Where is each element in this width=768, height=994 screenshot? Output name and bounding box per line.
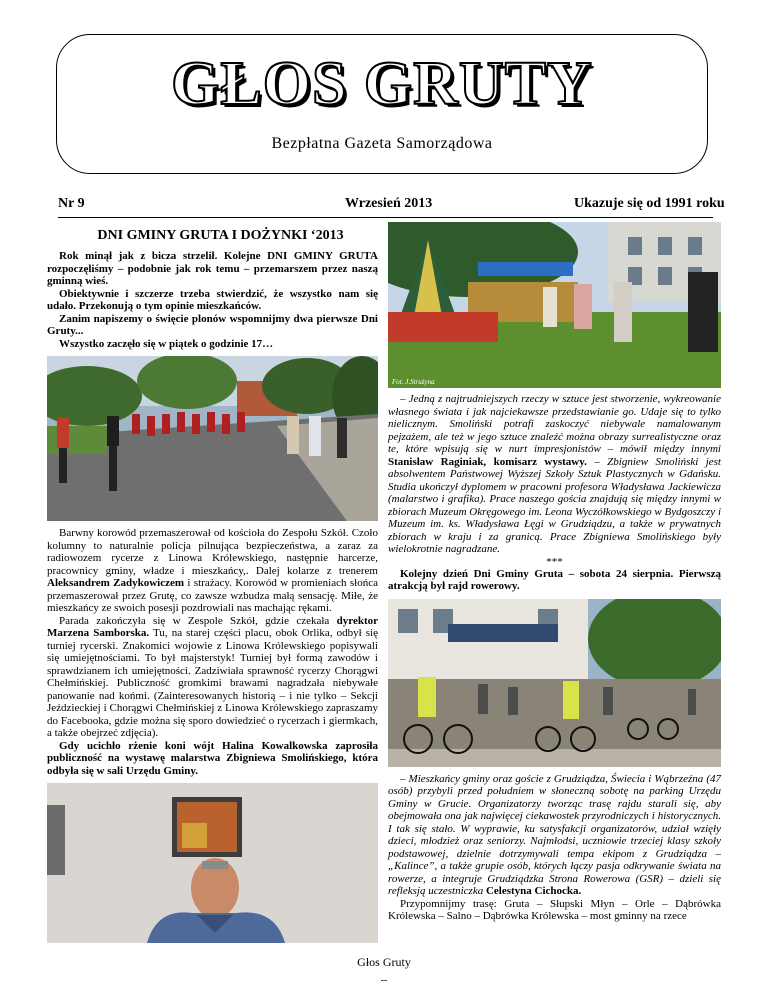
body-paragraph: – Jedną z najtrudniejszych rzeczy w sztuce jest stworzenie, wykreowanie własnego świata i jak najciekawsze przedstawianie go. Udaje się to tylko nielicznym. Smoliński potrafi zaskoczyć niebywale namalowanym pejzażem, ale też w jego sztuce znaleźć można obrazy surrealistyczne oraz te, które wpisują się w nurt impresjonistów – mówił między innymi Stanisław Raginiak, komisarz wystawy. – Zbigniew Smoliński jest absolwentem Państwowej Wyższej Szkoły Sztuk Plastycznych w Gdańsku. Studia ukończył dyplomem w pracowni profesora Władysława Jackiewicza (malarstwo i grafika). Prace naszego gościa znajdują się między innymi w zbiorach Muzeum Okręgowego im. Leona Wyczółkowskiego w Bydgoszczy i Muzeum im. ks. Władysława Łęgi w Grudziądzu, a także w prywatnych zbiorach w kraju i za granicą. Prace Zbigniewa Smolińskiego były wielokrotnie nagradzane. — [388, 393, 721, 555]
footer-label: Głos Gruty — [357, 955, 411, 969]
masthead — [56, 34, 708, 174]
body-paragraph: Gdy ucichło rżenie koni wójt Halina Kowalkowska zaprosiła publiczność na wystawę malarstwa Zbigniewa Smolińskiego, która odbyła się w sali Urzędu Gminy. — [47, 739, 378, 777]
right-column — [388, 222, 721, 923]
body-paragraph: – Mieszkańcy gminy oraz goście z Grudziądza, Świecia i Wąbrzeźna (47 osób) przybyli przed południem w słoneczną sobotę na parking Urzędu Gminy w Grucie. Organizatorzy tworząc trasę rajdu starali się, aby obejmowała ona jak najwięcej ciekawostek przyrodniczych i historycznych. I tak się stało. W wyprawie, ku satysfakcji organizatorów, udział wzięły dzieci, młodzież oraz seniorzy. Najmłodsi, uczniowie trzeciej klasy szkoły podstawowej, dzielnie dotrzymywali tempa ekipom z Grudziądza – „Kalince”, a także grupie osób, których łączy pasja odkrywanie świata na rowerze, a integruje Grudziądzka Strona Rowerowa (GSR) – dzieli się refleksją uczestniczka Celestyna Cichocka. — [388, 772, 721, 897]
bike-rally-photo — [388, 599, 721, 767]
body-paragraph: Parada zakończyła się w Zespole Szkół, gdzie czekała dyrektor Marzena Samborska. Tu, na starej części placu, obok Orlika, odbył się turniej rycerski. Znakomici wojowie z Linowa Królewskiego popisywali się umiejętnościami. To był majsterstyk! Turniej był formą zawodów i sprawdzianem ich umiejętności. Zadziwiała sprawność rycerzy Chorągwi Chełmińskiej. Publiczność gromkimi brawami nagradzała niebywałe panowanie nad końmi. (Zainteresowanych historią – i nie tylko – Sekcji Jeździeckiej i Chorągwi Chełmińskiej z Linowa Królewskiego zapraszamy do Facebooka, gdzie można się sporo dowiedzieć o rycerzach i giermkach, a także obejrzeć zdjęcia). — [47, 614, 378, 739]
left-column — [47, 224, 378, 943]
newspaper-title: GŁOS GRUTY — [171, 50, 593, 118]
page-footer — [0, 955, 768, 986]
issue-number: Nr 9 — [58, 196, 85, 211]
page-number: -- — [380, 975, 388, 986]
body-paragraph: Kolejny dzień Dni Gminy Gruta – sobota 24 sierpnia. Pierwszą atrakcją był rajd rowerowy. — [388, 567, 721, 592]
issue-date: Wrzesień 2013 — [345, 196, 433, 211]
body-paragraph: Barwny korowód przemaszerował od kościoła do Zespołu Szkół. Czoło kolumny to naturalnie policja pilnująca bezpieczeństwa, a zaraz za radiowozem rycerze z Linowa Królewskiego, następnie harcerze, pracownicy gminy, władze i mieszkańcy,. Dalej kolarze z trenerem Aleksandrem Zadykowiczem i strażacy. Korowód w promieniach słońca przemaszerował przez Grutę, co zawsze wzbudza małą sensację. Miłe, że mieszkańcy ze swoich posesji pozdrowiali nas machając rękami. — [47, 527, 378, 614]
newspaper-subtitle: Bezpłatna Gazeta Samorządowa — [271, 135, 493, 152]
header-rule — [58, 217, 713, 218]
harvest-festival-photo — [388, 222, 721, 388]
section-separator: *** — [546, 555, 563, 568]
intro-paragraph: Rok minął jak z bicza strzelił. Kolejne DNI GMINY GRUTA rozpoczęliśmy – podobnie jak rok temu – przemarszem przez naszą gminną wieś. — [47, 250, 378, 287]
photo-credit: Fot. J.Strużyna — [392, 378, 435, 386]
issue-since: Ukazuje się od 1991 roku — [574, 196, 725, 211]
intro-paragraph: Obiektywnie i szczerze trzeba stwierdzić, że wszystko nam się udało. Przekonują o tym opinie mieszkańców. — [47, 287, 378, 312]
parade-photo — [47, 356, 378, 521]
article-headline: DNI GMINY GRUTA I DOŻYNKI ‘2013 — [97, 228, 344, 243]
intro-paragraph: Zanim napiszemy o święcie plonów wspomnijmy dwa pierwsze Dni Gruty... — [47, 312, 378, 337]
intro-paragraph: Wszystko zaczęło się w piątek o godzinie 17… — [59, 337, 274, 350]
body-paragraph: Przypomnijmy trasę: Gruta – Słupski Młyn – Orle – Dąbrówka Królewska – Salno – Dąbrówka Królewska – most gminny na rzece — [388, 897, 721, 922]
painter-photo — [47, 783, 378, 943]
